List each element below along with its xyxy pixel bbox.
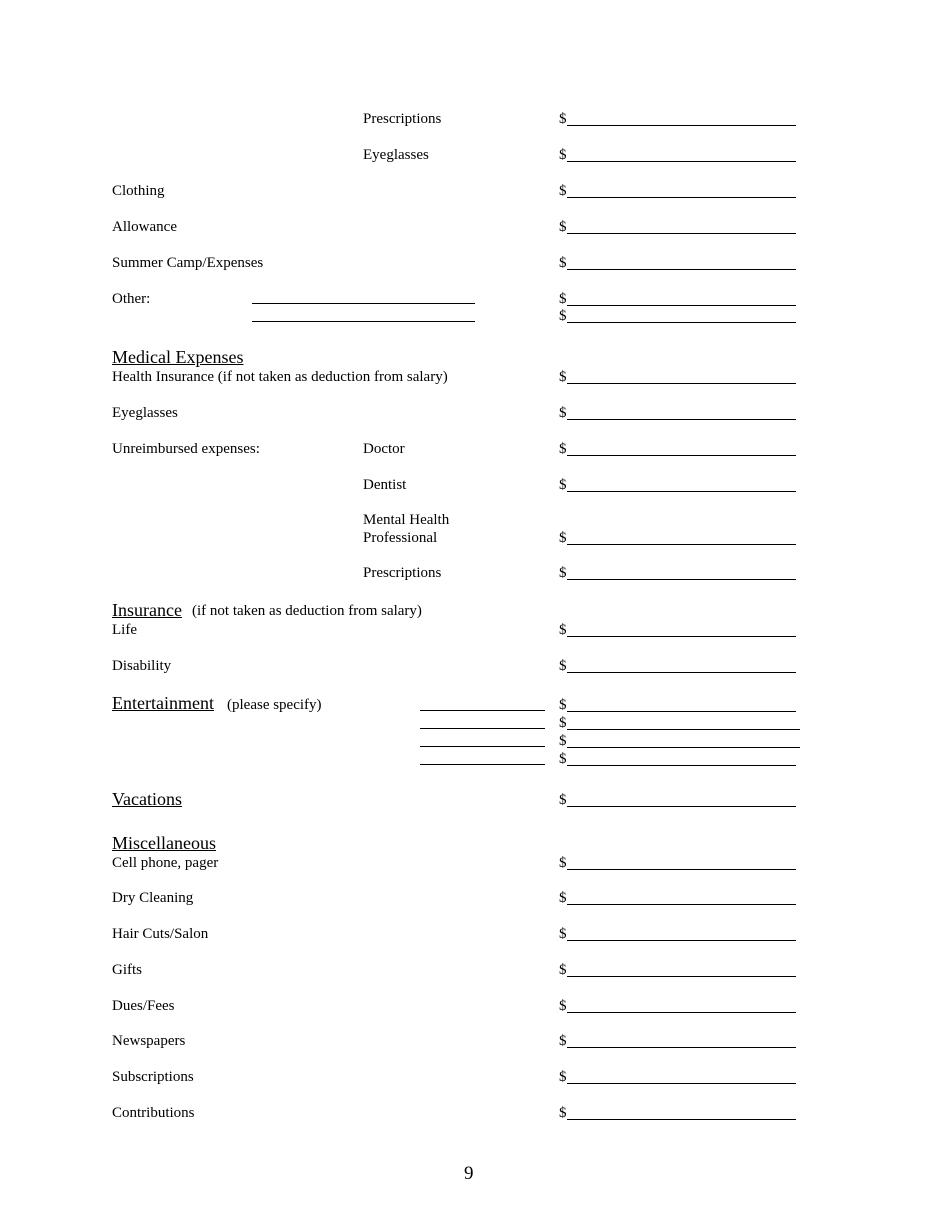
newspapers-label: Newspapers [112, 1033, 186, 1049]
amount-field-line[interactable] [567, 544, 796, 545]
dollar-sign: $ [559, 405, 567, 421]
mental-health-label-line1: Mental Health [363, 512, 450, 528]
dollar-sign: $ [559, 998, 567, 1014]
insurance-note: (if not taken as deduction from salary) [192, 603, 422, 619]
amount-field-line[interactable] [567, 455, 796, 456]
amount-field-line[interactable] [567, 383, 796, 384]
health-insurance-label: Health Insurance (if not taken as deduction from salary) [112, 369, 448, 385]
clothing-label: Clothing [112, 183, 165, 199]
other-specify-line-1[interactable] [252, 303, 475, 304]
entertainment-note: (please specify) [227, 697, 322, 713]
dollar-sign: $ [559, 219, 567, 235]
dollar-sign: $ [559, 890, 567, 906]
doctor-label: Doctor [363, 441, 405, 457]
amount-field-line[interactable] [567, 976, 796, 977]
dollar-sign: $ [559, 530, 567, 546]
medical-prescriptions-label: Prescriptions [363, 565, 442, 581]
allowance-label: Allowance [112, 219, 177, 235]
dollar-sign: $ [559, 255, 567, 271]
dollar-sign: $ [559, 308, 567, 324]
dues-fees-label: Dues/Fees [112, 998, 175, 1014]
vacations-heading: Vacations [112, 789, 182, 809]
amount-field-line[interactable] [567, 125, 796, 126]
dollar-sign: $ [559, 1069, 567, 1085]
dollar-sign: $ [559, 792, 567, 808]
dollar-sign: $ [559, 715, 567, 731]
dollar-sign: $ [559, 962, 567, 978]
amount-field-line[interactable] [567, 579, 796, 580]
amount-field-line[interactable] [567, 197, 796, 198]
dentist-label: Dentist [363, 477, 407, 493]
medical-expenses-heading: Medical Expenses [112, 347, 244, 367]
dollar-sign: $ [559, 751, 567, 767]
dollar-sign: $ [559, 477, 567, 493]
amount-field-line[interactable] [567, 1083, 796, 1084]
entertainment-specify-line-2[interactable] [420, 728, 545, 729]
amount-field-line[interactable] [567, 233, 796, 234]
disability-label: Disability [112, 658, 172, 674]
dollar-sign: $ [559, 183, 567, 199]
dollar-sign: $ [559, 291, 567, 307]
amount-field-line[interactable] [567, 636, 796, 637]
dollar-sign: $ [559, 441, 567, 457]
dollar-sign: $ [559, 622, 567, 638]
unreimbursed-label: Unreimbursed expenses: [112, 441, 260, 457]
amount-field-line[interactable] [567, 904, 796, 905]
amount-field-line[interactable] [567, 711, 796, 712]
dollar-sign: $ [559, 697, 567, 713]
amount-field-line[interactable] [567, 1119, 796, 1120]
dollar-sign: $ [559, 1033, 567, 1049]
eyeglasses-label: Eyeglasses [363, 147, 429, 163]
amount-field-line[interactable] [567, 765, 796, 766]
dry-cleaning-label: Dry Cleaning [112, 890, 194, 906]
dollar-sign: $ [559, 565, 567, 581]
dollar-sign: $ [559, 369, 567, 385]
dollar-sign: $ [559, 1105, 567, 1121]
amount-field-line[interactable] [567, 940, 796, 941]
dollar-sign: $ [559, 658, 567, 674]
dollar-sign: $ [559, 855, 567, 871]
amount-field-line[interactable] [567, 305, 796, 306]
miscellaneous-heading: Miscellaneous [112, 833, 216, 853]
amount-field-line[interactable] [567, 869, 796, 870]
amount-field-line[interactable] [567, 419, 796, 420]
amount-field-line[interactable] [567, 491, 796, 492]
amount-field-line[interactable] [567, 729, 800, 730]
subscriptions-label: Subscriptions [112, 1069, 194, 1085]
entertainment-specify-line-4[interactable] [420, 764, 545, 765]
amount-field-line[interactable] [567, 1047, 796, 1048]
cell-phone-label: Cell phone, pager [112, 855, 219, 871]
insurance-heading-text: Insurance [112, 600, 182, 620]
amount-field-line[interactable] [567, 322, 796, 323]
mental-health-label-line2: Professional [363, 530, 438, 546]
amount-field-line[interactable] [567, 161, 796, 162]
prescriptions-label: Prescriptions [363, 111, 442, 127]
entertainment-heading: Entertainment [112, 693, 214, 713]
dollar-sign: $ [559, 111, 567, 127]
gifts-label: Gifts [112, 962, 142, 978]
medical-eyeglasses-label: Eyeglasses [112, 405, 178, 421]
hair-cuts-label: Hair Cuts/Salon [112, 926, 209, 942]
page-number: 9 [464, 1163, 474, 1184]
amount-field-line[interactable] [567, 672, 796, 673]
dollar-sign: $ [559, 926, 567, 942]
entertainment-specify-line-1[interactable] [420, 710, 545, 711]
amount-field-line[interactable] [567, 1012, 796, 1013]
amount-field-line[interactable] [567, 269, 796, 270]
dollar-sign: $ [559, 733, 567, 749]
amount-field-line[interactable] [567, 806, 796, 807]
summer-camp-label: Summer Camp/Expenses [112, 255, 264, 271]
other-specify-line-2[interactable] [252, 321, 475, 322]
entertainment-specify-line-3[interactable] [420, 746, 545, 747]
life-label: Life [112, 622, 137, 638]
insurance-heading [112, 600, 182, 620]
amount-field-line[interactable] [567, 747, 800, 748]
dollar-sign: $ [559, 147, 567, 163]
contributions-label: Contributions [112, 1105, 195, 1121]
other-label: Other: [112, 291, 151, 307]
